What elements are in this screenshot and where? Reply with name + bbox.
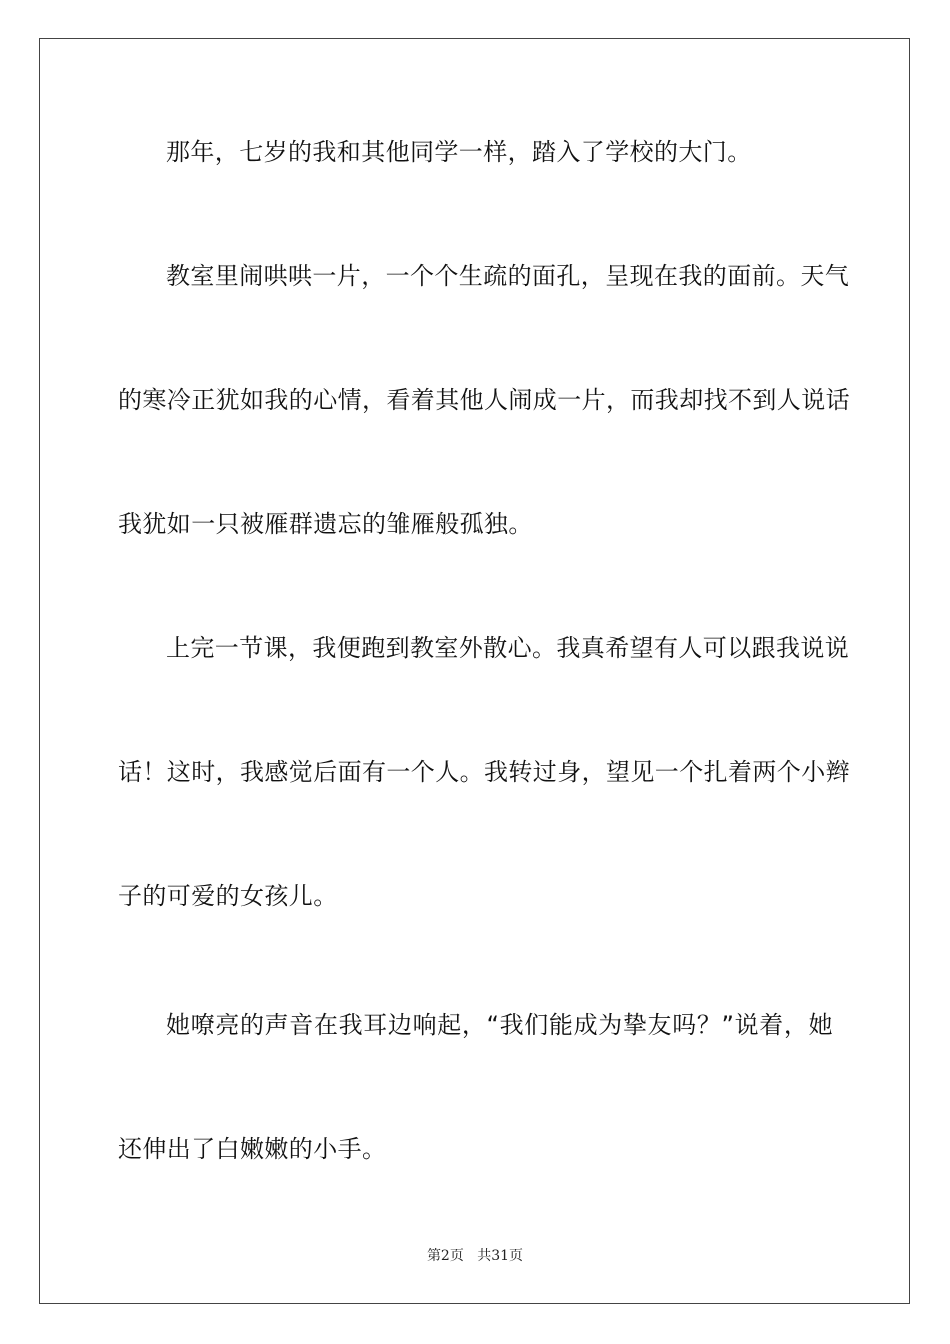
paragraph-line: 我犹如一只被雁群遗忘的雏雁般孤独。 <box>118 510 533 538</box>
paragraph-line: 教室里闹哄哄一片，一个个生疏的面孔，呈现在我的面前。天气 <box>166 262 850 290</box>
paragraph-line: 还伸出了白嫩嫩的小手。 <box>118 1135 387 1163</box>
page-border <box>39 38 910 1304</box>
paragraph-line: 话！这时，我感觉后面有一个人。我转过身，望见一个扎着两个小辫 <box>118 758 850 786</box>
page-footer <box>0 1247 950 1265</box>
paragraph-line: 她嘹亮的声音在我耳边响起，“我们能成为挚友吗？”说着，她 <box>166 1011 833 1039</box>
page-total: 共31页 <box>477 1248 524 1264</box>
page-number: 第2页 <box>426 1248 464 1264</box>
paragraph-line: 上完一节课，我便跑到教室外散心。我真希望有人可以跟我说说 <box>166 634 850 662</box>
paragraph-line: 那年，七岁的我和其他同学一样，踏入了学校的大门。 <box>166 138 752 166</box>
paragraph-line: 的寒冷正犹如我的心情，看着其他人闹成一片，而我却找不到人说话 <box>118 386 850 414</box>
paragraph-line: 子的可爱的女孩儿。 <box>118 882 338 910</box>
